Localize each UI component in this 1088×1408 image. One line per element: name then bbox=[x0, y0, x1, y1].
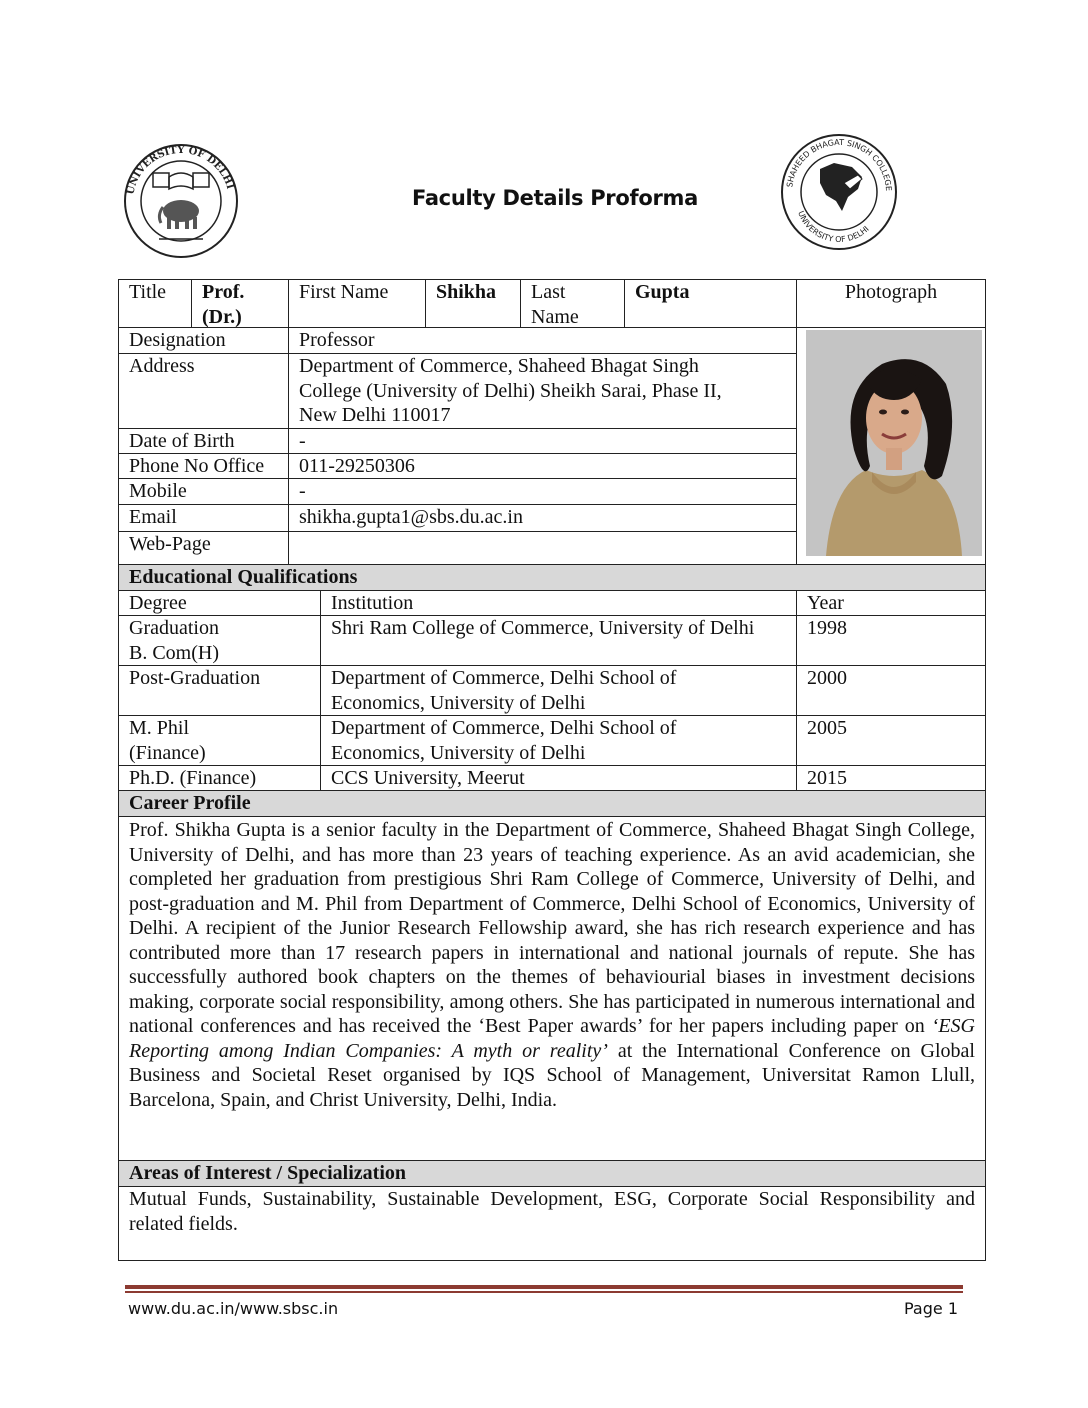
education-row-3-degree bbox=[118, 715, 321, 766]
last-name-label bbox=[520, 279, 625, 328]
footer-rule bbox=[125, 1285, 963, 1289]
education-row-1-year: 1998 bbox=[796, 615, 986, 666]
first-name-value: Shikha bbox=[425, 279, 521, 328]
web-page-value bbox=[288, 531, 797, 565]
education-row-4-year: 2015 bbox=[796, 765, 986, 791]
education-row-3-institution bbox=[320, 715, 797, 766]
footer-page-number: Page 1 bbox=[904, 1299, 958, 1318]
education-col-year: Year bbox=[796, 590, 986, 616]
career-text-part-1: Prof. Shikha Gupta is a senior faculty in the Department of Commerce, Shaheed Bhagat Singh College, University of Delhi, and has more than 23 years of teaching experience. As an avid academician, she completed her graduation from prestigious Shri Ram College of Commerce, University of Delhi, and post-graduation and M. Phil from Department of Commerce, Delhi School of Economics, University of Delhi. A recipient of the Junior Research Fellowship award, she has rich research experience and has contributed more than 17 research papers in international and national journals of repute. She has successfully authored book chapters on the themes of behaviourial biases in investment decisions making, corporate social responsibility, among others. She has participated in numerous international and national conferences and has received the ‘Best Paper awards’ for her papers including paper on bbox=[129, 819, 975, 1037]
phone-office-label: Phone No Office bbox=[118, 453, 289, 479]
mobile-value: - bbox=[288, 478, 797, 505]
email-label: Email bbox=[118, 504, 289, 532]
interests-heading: Areas of Interest / Specialization bbox=[118, 1160, 986, 1187]
institution-line: Department of Commerce, Delhi School of bbox=[331, 667, 677, 689]
education-row-4-institution: CCS University, Meerut bbox=[320, 765, 797, 791]
dob-value: - bbox=[288, 428, 797, 454]
degree-line: (Finance) bbox=[129, 741, 206, 764]
career-text-part-2: at the International Conference on Global Business and Societal Reset organised by IQS School of Management, Universitat Ramon Llull, Barcelona, Spain, and Christ University, Delhi, India. bbox=[129, 1039, 975, 1111]
title-value-line-2: (Dr.) bbox=[202, 305, 242, 328]
last-name-value: Gupta bbox=[624, 279, 797, 328]
designation-value: Professor bbox=[288, 327, 797, 354]
footer-rule-thin bbox=[125, 1291, 963, 1293]
education-row-1-institution: Shri Ram College of Commerce, University of Delhi bbox=[320, 615, 797, 666]
education-row-3-year: 2005 bbox=[796, 715, 986, 766]
page-title: Faculty Details Proforma bbox=[412, 186, 698, 210]
svg-text:SHAHEED BHAGAT SINGH COLLEGE: SHAHEED BHAGAT SINGH COLLEGE bbox=[785, 137, 894, 192]
education-row-2-year: 2000 bbox=[796, 665, 986, 716]
education-row-1-degree bbox=[118, 615, 321, 666]
title-label: Title bbox=[118, 279, 192, 328]
education-heading: Educational Qualifications bbox=[118, 564, 986, 591]
mobile-label: Mobile bbox=[118, 478, 289, 505]
shaheed-bhagat-singh-college-seal-icon bbox=[780, 133, 898, 251]
career-paper-title: ‘ESG Reporting among Indian Companies: A myth or reality’ bbox=[129, 1015, 975, 1062]
photograph-label: Photograph bbox=[796, 279, 986, 328]
web-page-label: Web-Page bbox=[118, 531, 289, 565]
education-row-2-degree: Post-Graduation bbox=[118, 665, 321, 716]
education-row-4-degree: Ph.D. (Finance) bbox=[118, 765, 321, 791]
degree-line: B. Com(H) bbox=[129, 641, 219, 664]
title-value bbox=[191, 279, 289, 328]
svg-text:UNIVERSITY OF DELHI: UNIVERSITY OF DELHI bbox=[125, 144, 236, 196]
faculty-photo bbox=[806, 330, 982, 556]
address-value bbox=[288, 353, 797, 429]
degree-line: M. Phil bbox=[129, 717, 190, 739]
education-col-degree: Degree bbox=[118, 590, 321, 616]
dob-label: Date of Birth bbox=[118, 428, 289, 454]
portrait-icon bbox=[806, 330, 982, 556]
university-of-delhi-seal-icon bbox=[123, 143, 239, 259]
title-value-line-1: Prof. bbox=[202, 281, 245, 303]
education-row-2-institution bbox=[320, 665, 797, 716]
first-name-label: First Name bbox=[288, 279, 426, 328]
education-col-institution: Institution bbox=[320, 590, 797, 616]
phone-office-value: 011-29250306 bbox=[288, 453, 797, 479]
last-name-label-line-2: Name bbox=[531, 305, 579, 328]
address-line-3: New Delhi 110017 bbox=[299, 404, 451, 426]
address-line-1: Department of Commerce, Shaheed Bhagat Singh bbox=[299, 355, 699, 377]
address-line-2: College (University of Delhi) Sheikh Sarai, Phase II, bbox=[299, 379, 722, 402]
institution-line: Department of Commerce, Delhi School of bbox=[331, 717, 677, 739]
last-name-label-line-1: Last bbox=[531, 281, 566, 303]
institution-line: Economics, University of Delhi bbox=[331, 691, 586, 714]
designation-label: Designation bbox=[118, 327, 289, 354]
career-text bbox=[118, 816, 986, 1161]
career-heading: Career Profile bbox=[118, 790, 986, 817]
svg-text:UNIVERSITY OF DELHI: UNIVERSITY OF DELHI bbox=[796, 209, 871, 245]
institution-line: Economics, University of Delhi bbox=[331, 741, 586, 764]
degree-line: Graduation bbox=[129, 617, 219, 639]
address-label: Address bbox=[118, 353, 289, 429]
email-value[interactable]: shikha.gupta1@sbs.du.ac.in bbox=[288, 504, 797, 532]
footer-website[interactable]: www.du.ac.in/www.sbsc.in bbox=[128, 1299, 339, 1318]
interests-text: Mutual Funds, Sustainability, Sustainable Development, ESG, Corporate Social Responsibility and related fields. bbox=[118, 1186, 986, 1261]
